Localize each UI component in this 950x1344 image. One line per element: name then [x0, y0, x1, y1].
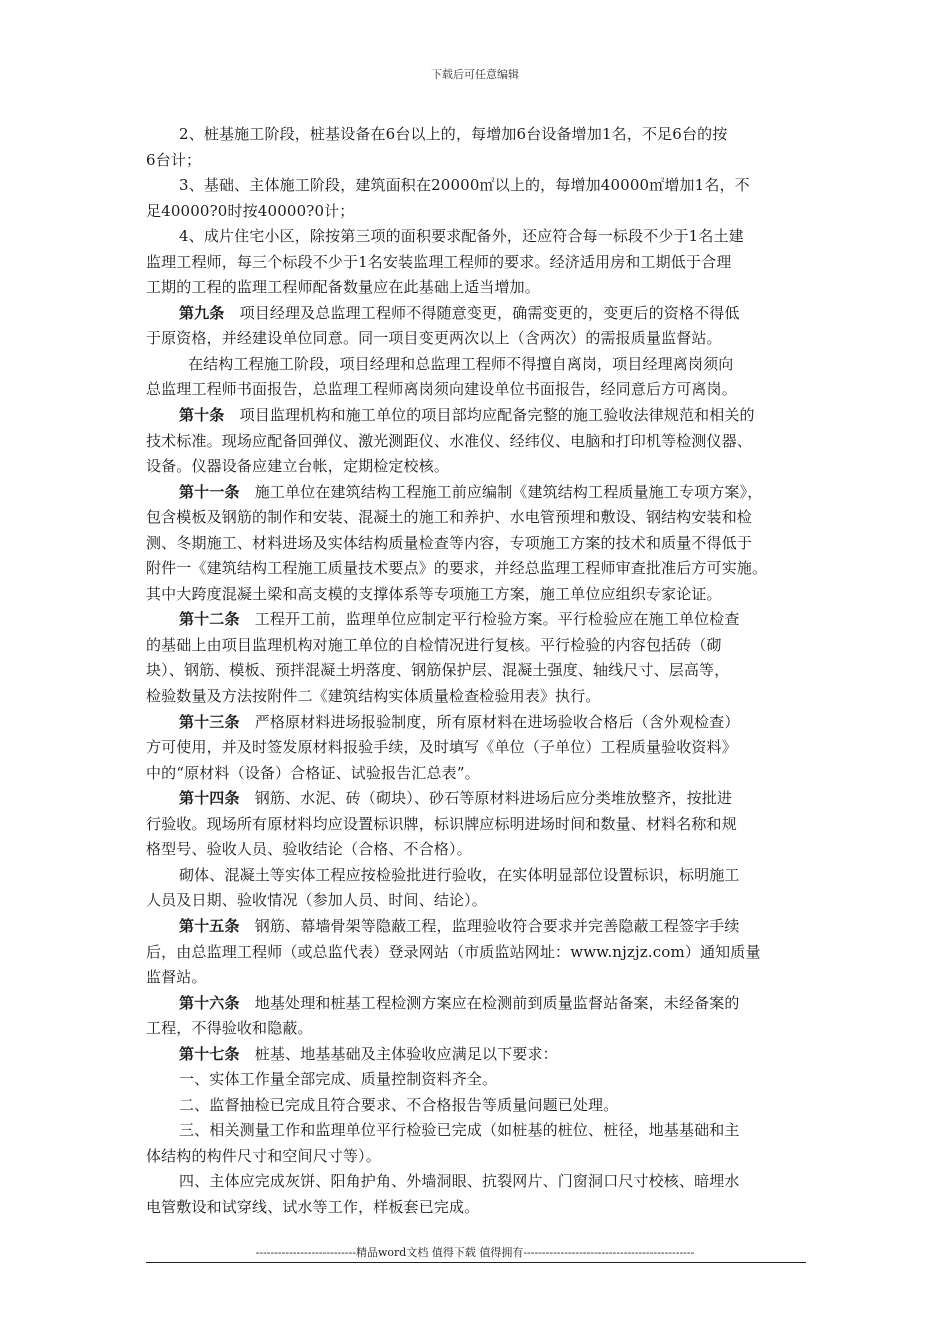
- text-line: [146, 914, 826, 940]
- text-line: [146, 1093, 826, 1119]
- line-text: 后，由总监理工程师（或总监代表）登录网站（市质监站网址：www.njzjz.com）通知质量: [146, 942, 761, 961]
- document-body: [146, 122, 826, 1221]
- line-text: 项目经理及总监理工程师不得随意变更，确需变更的，变更后的资格不得低: [224, 303, 740, 322]
- text-line: [146, 940, 826, 966]
- text-line: [146, 556, 826, 582]
- text-line: [146, 352, 826, 378]
- header-note: 下载后可任意编辑: [431, 68, 519, 81]
- text-line: [146, 1067, 826, 1093]
- text-line: [146, 1195, 826, 1221]
- text-line: [146, 658, 826, 684]
- text-line: [146, 991, 826, 1017]
- text-line: [146, 888, 826, 914]
- article-number: 第十六条: [179, 993, 240, 1012]
- article-number: 第十二条: [179, 610, 240, 629]
- text-line: [146, 812, 826, 838]
- line-text: 4、成片住宅小区，除按第三项的面积要求配备外，还应符合每一标段不少于1名土建: [179, 227, 744, 246]
- text-line: [146, 1144, 826, 1170]
- line-text: 的基础上由项目监理机构对施工单位的自检情况进行复核。平行检验的内容包括砖（砌: [146, 635, 722, 654]
- text-line: [146, 607, 826, 633]
- line-text: 四、主体应完成灰饼、阳角护角、外墙洞眼、抗裂网片、门窗洞口尺寸校核、暗埋水: [179, 1172, 740, 1191]
- line-text: 钢筋、水泥、砖（砌块）、砂石等原材料进场后应分类堆放整齐，按批进: [239, 789, 733, 808]
- text-line: [146, 1042, 826, 1068]
- line-text: 6台计；: [146, 150, 202, 169]
- text-line: [146, 633, 826, 659]
- line-text: 工程，不得验收和隐蔽。: [146, 1019, 313, 1038]
- text-line: [146, 863, 826, 889]
- line-text: 人员及日期、验收情况（参加人员、时间、结论）。: [146, 891, 487, 910]
- line-text: 施工单位在建筑结构工程施工前应编制《建筑结构工程质量施工专项方案》，: [239, 482, 763, 501]
- line-text: 方可使用，并及时签发原材料报验手续，及时填写《单位（子单位）工程质量验收资料》: [146, 738, 737, 757]
- line-text: 砌体、混凝土等实体工程应按检验批进行验收，在实体明显部位设置标识，标明施工: [179, 865, 740, 884]
- line-text: 项目监理机构和施工单位的项目部均应配备完整的施工验收法律规范和相关的: [224, 406, 755, 425]
- line-text: 2、桩基施工阶段，桩基设备在6台以上的，每增加6台设备增加1名，不足6台的按: [179, 125, 728, 143]
- article-number: 第十一条: [179, 482, 240, 501]
- text-line: [146, 454, 826, 480]
- line-text: 设备。仪器设备应建立台帐，定期检定校核。: [146, 457, 450, 476]
- line-text: 二、监督抽检已完成且符合要求、不合格报告等质量问题已处理。: [179, 1095, 619, 1114]
- line-text: 地基处理和桩基工程检测方案应在检测前到质量监督站备案，未经备案的: [239, 993, 740, 1012]
- line-text: 中的“原材料（设备）合格证、试验报告汇总表”。: [146, 763, 480, 782]
- text-line: [146, 761, 826, 787]
- line-text: 在结构工程施工阶段，项目经理和总监理工程师不得擅自离岗，项目经理离岗须向: [188, 354, 734, 373]
- text-line: [146, 301, 826, 327]
- text-line: [146, 250, 826, 276]
- line-text: 监理工程师，每三个标段不少于1名安装监理工程师的要求。经济适用房和工期低于合理: [146, 252, 732, 271]
- footer-note: ---------------------------精品word文档 值得下载 值得拥有----------------------------------------------: [255, 1246, 695, 1259]
- text-line: [146, 710, 826, 736]
- text-line: [146, 275, 826, 301]
- line-text: 行验收。现场所有原材料均应设置标识牌，标识牌应标明进场时间和数量、材料名称和规: [146, 814, 737, 833]
- text-line: [146, 1118, 826, 1144]
- line-text: 体结构的构件尺寸和空间尺寸等）。: [146, 1146, 381, 1165]
- text-line: [146, 148, 826, 174]
- text-line: [146, 1169, 826, 1195]
- line-text: 块）、钢筋、模板、预拌混凝土坍落度、钢筋保护层、混凝土强度、轴线尺寸、层高等，: [146, 661, 730, 680]
- text-line: [146, 377, 826, 403]
- line-text: 监督站。: [146, 968, 207, 987]
- text-line: [146, 786, 826, 812]
- line-text: 检验数量及方法按附件二《建筑结构实体质量检查检验用表》执行。: [146, 687, 601, 706]
- line-text: 3、基础、主体施工阶段，建筑面积在20000㎡以上的，每增加40000㎡增加1名，不: [179, 176, 750, 195]
- line-text: 严格原材料进场报验制度，所有原材料在进场验收合格后（含外观检查）: [239, 712, 740, 731]
- text-line: [146, 684, 826, 710]
- text-line: [146, 326, 826, 352]
- text-line: [146, 173, 826, 199]
- line-text: 附件一《建筑结构工程施工质量技术要点》的要求，并经总监理工程师审查批准后方可实施。: [146, 559, 768, 578]
- line-text: 钢筋、幕墙骨架等隐蔽工程，监理验收符合要求并完善隐蔽工程签字手续: [239, 916, 740, 935]
- line-text: 测、冬期施工、材料进场及实体结构质量检查等内容，专项施工方案的技术和质量不得低于: [146, 533, 753, 552]
- line-text: 一、实体工作量全部完成、质量控制资料齐全。: [179, 1070, 498, 1089]
- text-line: [146, 224, 826, 250]
- line-text: 足40000?0时按40000?0计；: [146, 201, 355, 220]
- line-text: 格型号、验收人员、验收结论（合格、不合格）。: [146, 840, 472, 859]
- line-text: 包含模板及钢筋的制作和安装、混凝土的施工和养护、水电管预埋和敷设、钢结构安装和检: [146, 508, 753, 527]
- text-line: [146, 531, 826, 557]
- line-text: 三、相关测量工作和监理单位平行检验已完成（如桩基的桩位、桩径，地基基础和主: [179, 1121, 740, 1140]
- line-text: 于原资格，并经建设单位同意。同一项目变更两次以上（含两次）的需报质量监督站。: [146, 329, 722, 348]
- line-text: 电管敷设和试穿线、试水等工作，样板套已完成。: [146, 1197, 480, 1216]
- line-text: 工期的工程的监理工程师配备数量应在此基础上适当增加。: [146, 278, 540, 297]
- text-line: [146, 837, 826, 863]
- text-line: [146, 199, 826, 225]
- article-number: 第十七条: [179, 1044, 240, 1063]
- article-number: 第十五条: [179, 916, 240, 935]
- text-line: [146, 735, 826, 761]
- text-line: [146, 582, 826, 608]
- text-line: [146, 1016, 826, 1042]
- line-text: 总监理工程师书面报告，总监理工程师离岗须向建设单位书面报告，经同意后方可离岗。: [146, 380, 737, 399]
- article-number: 第十三条: [179, 712, 240, 731]
- article-number: 第九条: [179, 303, 225, 322]
- article-number: 第十条: [179, 406, 225, 425]
- text-line: [146, 403, 826, 429]
- footer-rule: [146, 1262, 806, 1263]
- article-number: 第十四条: [179, 789, 240, 808]
- text-line: [146, 505, 826, 531]
- text-line: [146, 480, 826, 506]
- line-text: 工程开工前，监理单位应制定平行检验方案。平行检验应在施工单位检查: [239, 610, 740, 629]
- text-line: [146, 429, 826, 455]
- line-text: 桩基、地基基础及主体验收应满足以下要求：: [239, 1044, 558, 1063]
- text-line: [146, 122, 826, 148]
- line-text: 其中大跨度混凝土梁和高支模的支撑体系等专项施工方案，施工单位应组织专家论证。: [146, 584, 722, 603]
- text-line: [146, 965, 826, 991]
- line-text: 技术标准。现场应配备回弹仪、激光测距仪、水准仪、经纬仪、电脑和打印机等检测仪器、: [146, 431, 753, 450]
